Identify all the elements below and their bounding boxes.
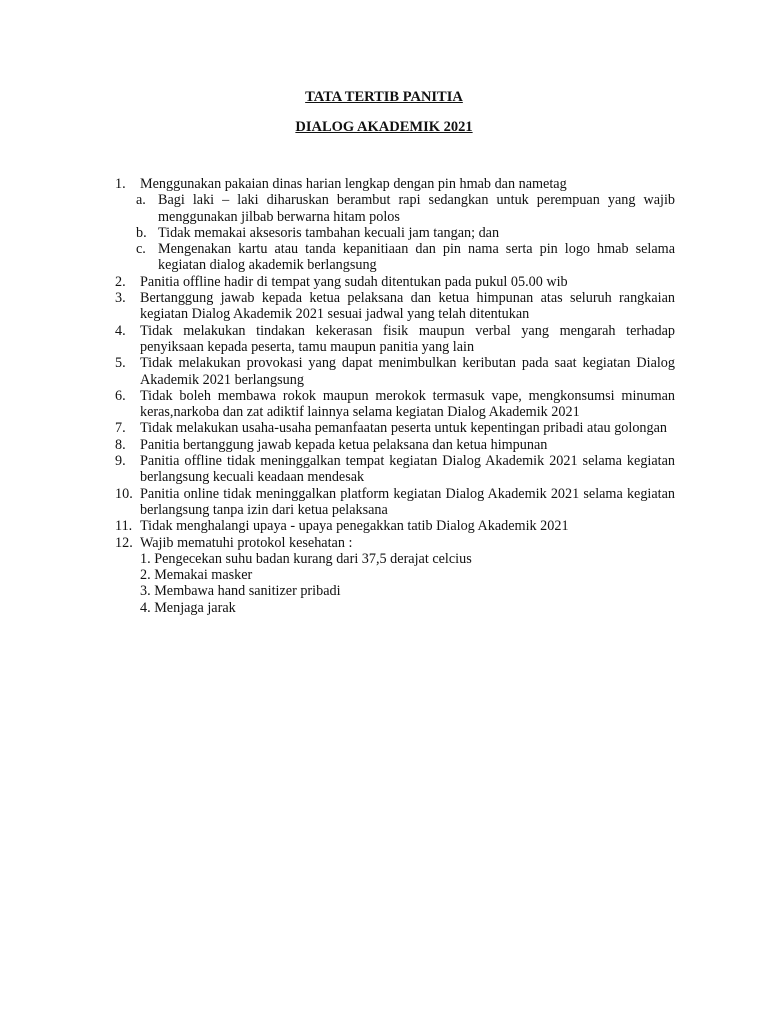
rule-text: Panitia offline hadir di tempat yang sudah ditentukan pada pukul 05.00 wib	[140, 273, 568, 290]
rule-number: 2.	[115, 273, 126, 290]
protocol-point-1: 1. Pengecekan suhu badan kurang dari 37,5 derajat celcius	[140, 550, 472, 567]
rules-list	[115, 176, 675, 616]
document-title: TATA TERTIB PANITIA	[305, 89, 463, 105]
rule-number: 8.	[115, 436, 126, 453]
rule-item-5	[115, 355, 675, 388]
rule-item-10	[115, 486, 675, 519]
rule-number: 11.	[115, 518, 133, 535]
rule-item-4	[115, 323, 675, 356]
subitem-mark: a.	[136, 192, 146, 209]
protocol-point-3: 3. Membawa hand sanitizer pribadi	[140, 583, 341, 600]
subitem-text: Bagi laki – laki diharuskan berambut rapi sedangkan untuk perempuan yang wajib menggunakan jilbab berwarna hitam polos	[158, 192, 675, 225]
rule-item-7	[115, 420, 675, 436]
rule-text: Bertanggung jawab kepada ketua pelaksana dan ketua himpunan atas seluruh rangkaian kegiatan Dialog Akademik 2021 sesuai jadwal yang telah ditentukan	[140, 290, 675, 323]
rule-subitem-b	[115, 225, 675, 241]
rule-number: 12.	[115, 534, 133, 551]
rule-text: Tidak melakukan usaha-usaha pemanfaatan peserta untuk kepentingan pribadi atau golongan	[140, 420, 668, 437]
rule-number: 3.	[115, 290, 126, 307]
rule-text: Tidak menghalangi upaya - upaya penegakkan tatib Dialog Akademik 2021	[140, 518, 569, 535]
rule-item-12	[115, 535, 675, 551]
rule-number: 5.	[115, 355, 126, 372]
rule-item-8	[115, 437, 675, 453]
rule-item-1	[115, 176, 675, 192]
rule-number: 7.	[115, 420, 126, 437]
rule-text: Tidak melakukan provokasi yang dapat menimbulkan keributan pada saat kegiatan Dialog Akademik 2021 berlangsung	[140, 355, 675, 388]
rule-text: Tidak melakukan tindakan kekerasan fisik maupun verbal yang mengarah terhadap penyiksaan kepada peserta, tamu maupun panitia yang lain	[140, 322, 675, 355]
protocol-point-4: 4. Menjaga jarak	[140, 599, 236, 616]
rule-subitem-c	[115, 241, 675, 274]
rule-number: 9.	[115, 453, 126, 470]
rule-text: Tidak boleh membawa rokok maupun merokok termasuk vape, mengkonsumsi minuman keras,narkoba dan zat adiktif lainnya selama kegiatan Dialog Akademik 2021	[140, 387, 675, 421]
rule-number: 6.	[115, 387, 126, 404]
rule-number: 10.	[115, 485, 133, 502]
rule-item-11	[115, 518, 675, 534]
subitem-mark: c.	[136, 241, 146, 258]
rule-text: Wajib mematuhi protokol kesehatan :	[140, 534, 353, 551]
rule-text: Menggunakan pakaian dinas harian lengkap dengan pin hmab dan nametag	[140, 176, 567, 192]
document-subtitle: DIALOG AKADEMIK 2021	[295, 119, 473, 135]
protocol-point-2: 2. Memakai masker	[140, 567, 253, 584]
rule-text: Panitia offline tidak meninggalkan tempat kegiatan Dialog Akademik 2021 selama kegiatan berlangsung kecuali keadaan mendesak	[140, 453, 675, 486]
rule-number: 4.	[115, 322, 126, 339]
rule-item-3	[115, 290, 675, 323]
rule-item-6	[115, 388, 675, 421]
rule-item-9	[115, 453, 675, 486]
rule-number: 1.	[115, 176, 126, 192]
subitem-text: Mengenakan kartu atau tanda kepanitiaan dan pin nama serta pin logo hmab selama kegiatan dialog akademik berlangsung	[158, 241, 675, 274]
rule-text: Panitia online tidak meninggalkan platform kegiatan Dialog Akademik 2021 selama kegiatan berlangsung tanpa izin dari ketua pelaksana	[140, 485, 675, 518]
rule-item-2	[115, 274, 675, 290]
subitem-mark: b.	[136, 224, 147, 241]
rule-subitem-a	[115, 192, 675, 225]
subitem-text: Tidak memakai aksesoris tambahan kecuali jam tangan; dan	[158, 224, 500, 241]
rule-text: Panitia bertanggung jawab kepada ketua pelaksana dan ketua himpunan	[140, 436, 548, 453]
